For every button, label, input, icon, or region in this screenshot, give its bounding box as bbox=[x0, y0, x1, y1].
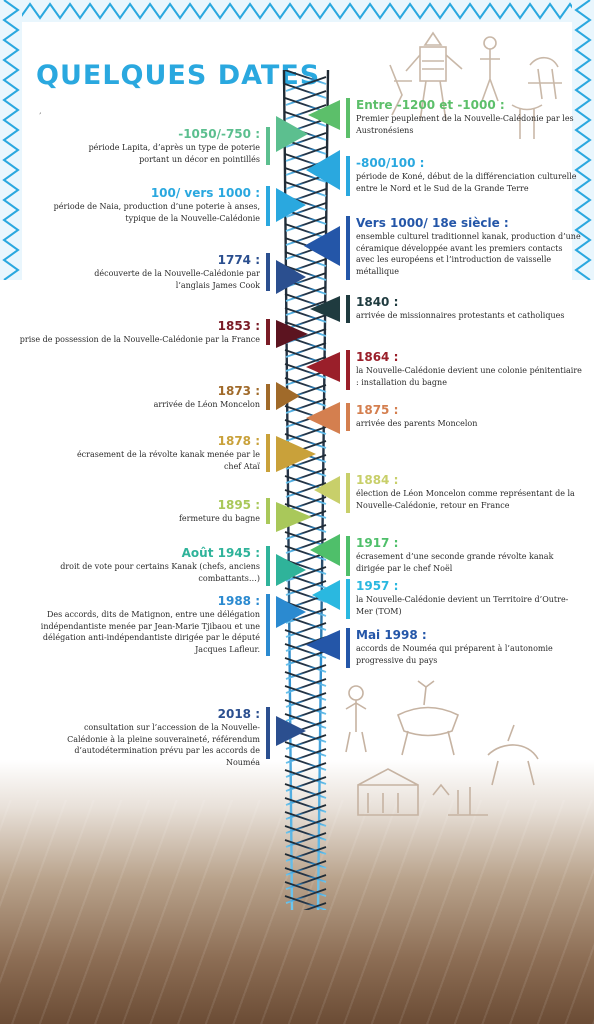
pennant bbox=[306, 352, 340, 382]
entry-text: prise de possession de la Nouvelle-Calédonie par la France bbox=[19, 335, 260, 344]
entry-text: arrivée de missionnaires protestants et catholiques bbox=[356, 311, 565, 320]
timeline-entry-right bbox=[356, 295, 582, 322]
timeline-entry-right bbox=[356, 98, 582, 136]
entry-date: Entre -1200 et -1000 : bbox=[356, 98, 505, 112]
entry-date: 1864 : bbox=[356, 350, 399, 364]
zigzag-border-left bbox=[0, 0, 22, 280]
entry-text: découverte de la Nouvelle-Calédonie par l’anglais James Cook bbox=[94, 269, 260, 290]
entry-date: -1050/-750 : bbox=[178, 127, 260, 141]
entry-text: période Lapita, d’après un type de poterie portant un décor en pointillés bbox=[88, 143, 260, 164]
pennant bbox=[314, 476, 340, 504]
timeline-entry-left bbox=[60, 384, 260, 411]
entry-text: période de Naia, production d’une poterie à anses, typique de la Nouvelle-Calédonie bbox=[53, 202, 260, 223]
pennant bbox=[276, 382, 300, 410]
timeline-entry-left bbox=[60, 127, 260, 165]
timeline-entry-right bbox=[356, 216, 582, 277]
weave-strand bbox=[285, 70, 326, 84]
entry-text: écrasement de la révolte kanak menée par le chef Ataï bbox=[76, 450, 260, 471]
entry-text: élection de Léon Moncelon comme représentant de la Nouvelle-Calédonie, retour en France bbox=[356, 489, 575, 510]
page-title: QUELQUES DATES bbox=[36, 60, 321, 91]
entry-date: 1988 : bbox=[217, 594, 260, 608]
pennant bbox=[276, 716, 306, 746]
weave-strand bbox=[286, 77, 326, 91]
pennant bbox=[276, 320, 308, 348]
timeline-entry-right bbox=[356, 403, 582, 430]
pennant bbox=[306, 150, 340, 190]
pennant bbox=[276, 188, 306, 222]
pennant bbox=[276, 554, 306, 586]
entry-text: arrivée de Léon Moncelon bbox=[153, 400, 260, 409]
entry-date: 1895 : bbox=[217, 498, 260, 512]
pennant bbox=[276, 502, 312, 532]
timeline-entry-left bbox=[60, 498, 260, 525]
entry-date: 1878 : bbox=[217, 434, 260, 448]
timeline-entry-right bbox=[356, 579, 582, 617]
timeline-entry-left bbox=[50, 707, 260, 768]
pennant bbox=[276, 596, 306, 628]
pennant bbox=[308, 100, 340, 130]
petroglyph-figures-top-right bbox=[370, 25, 580, 165]
pennant bbox=[276, 260, 306, 294]
entry-text: accords de Nouméa qui préparent à l’autonomie progressive du pays bbox=[356, 644, 553, 665]
pennant bbox=[306, 402, 340, 434]
entry-date: 2018 : bbox=[217, 707, 260, 721]
entry-date: 1873 : bbox=[217, 384, 260, 398]
small-mark: ’ bbox=[39, 112, 42, 120]
entry-date: 1853 : bbox=[217, 319, 260, 333]
spine-pennants bbox=[270, 90, 350, 770]
timeline-entry-left bbox=[60, 434, 260, 472]
entry-text: droit de vote pour certains Kanak (chefs, anciens combattants…) bbox=[60, 562, 260, 583]
entry-date: Août 1945 : bbox=[181, 546, 260, 560]
timeline-entry-right bbox=[356, 536, 582, 574]
timeline-entry-right bbox=[356, 473, 582, 511]
entry-text: ensemble culturel traditionnel kanak, production d’une céramique développée avant les premiers contacts avec les européens et l’introduction de vaisselle métallique bbox=[356, 232, 581, 276]
pennant bbox=[312, 580, 340, 610]
pennant bbox=[276, 436, 316, 472]
timeline-entry-left bbox=[10, 319, 260, 346]
zigzag-border-top bbox=[0, 0, 594, 22]
petroglyph-figures-bottom-right bbox=[338, 675, 558, 830]
entry-date: 1875 : bbox=[356, 403, 399, 417]
entry-text: Des accords, dits de Matignon, entre une délégation indépendantiste menée par Jean-Marie Tjibaou et une délégation anti-indépendantiste dirigée par le député Jacques Lafleur. bbox=[40, 610, 260, 654]
entry-text: écrasement d’une seconde grande révolte kanak dirigée par le chef Noël bbox=[356, 552, 554, 573]
entry-date: Vers 1000/ 18e siècle : bbox=[356, 216, 509, 230]
entry-text: consultation sur l’accession de la Nouvelle-Calédonie à la pleine souveraineté, référendum d’autodétermination prévu par les accords de Nouméa bbox=[67, 723, 260, 767]
pennant bbox=[306, 630, 340, 660]
entry-text: Premier peuplement de la Nouvelle-Calédonie par les Austronésiens bbox=[356, 114, 574, 135]
entry-text: fermeture du bagne bbox=[178, 514, 260, 523]
timeline-entry-left bbox=[40, 186, 260, 224]
pennant bbox=[304, 226, 340, 266]
pennant bbox=[310, 296, 340, 322]
entry-text: période de Koné, début de la différenciation culturelle entre le Nord et le Sud de la Grande Terre bbox=[356, 172, 577, 193]
timeline-entry-right bbox=[356, 350, 582, 388]
entry-text: la Nouvelle-Calédonie devient un Territoire d’Outre-Mer (TOM) bbox=[356, 595, 569, 616]
timeline-entry-left bbox=[10, 594, 260, 655]
entry-text: arrivée des parents Moncelon bbox=[356, 419, 478, 428]
timeline-entry-left bbox=[60, 253, 260, 291]
timeline-entry-right bbox=[356, 628, 582, 666]
pennant bbox=[276, 116, 308, 152]
timeline-entry-right bbox=[356, 156, 582, 194]
entry-date: 1957 : bbox=[356, 579, 399, 593]
entry-date: 1917 : bbox=[356, 536, 399, 550]
entry-date: 1774 : bbox=[217, 253, 260, 267]
timeline-entry-left bbox=[60, 546, 260, 584]
pennant bbox=[310, 534, 340, 566]
entry-date: 100/ vers 1000 : bbox=[150, 186, 260, 200]
entry-date: -800/100 : bbox=[356, 156, 425, 170]
entry-date: 1840 : bbox=[356, 295, 399, 309]
entry-date: 1884 : bbox=[356, 473, 399, 487]
entry-date: Mai 1998 : bbox=[356, 628, 427, 642]
entry-text: la Nouvelle-Calédonie devient une colonie pénitentiaire : installation du bagne bbox=[356, 366, 582, 387]
